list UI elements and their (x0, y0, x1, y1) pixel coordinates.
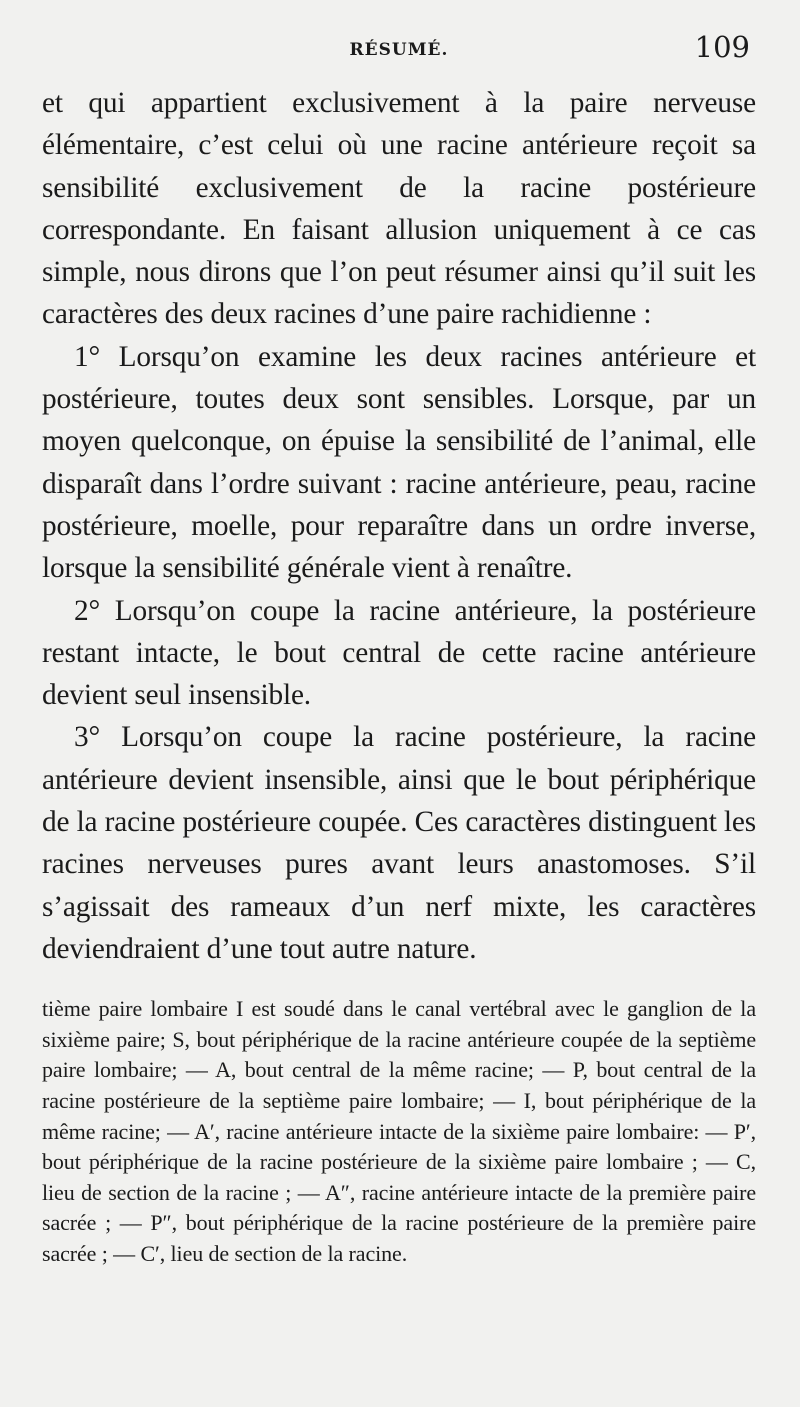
running-head: RÉSUMÉ. (349, 40, 449, 60)
caption-text: tième paire lombaire I est soudé dans le canal vertébral avec le ganglion de la sixième paire; S, bout périphérique de la racine antérieure coupée de la septième paire lombaire; — A, bout central de la même racine; — P, bout central de la racine postérieure de la septième paire lombaire; — I, bout périphérique de la même racine; — A′, racine antérieure intacte de la sixième paire lombaire: — P′, bout périphérique de la racine postérieure de la sixième paire lombaire ; — C, lieu de section de la racine ; — A″, racine antérieure intacte de la première paire sacrée ; — P″, bout périphérique de la racine postérieure de la première paire sacrée ; — C′, lieu de section de la racine. (42, 996, 756, 1266)
paragraph-point-1: 1° Lorsqu’on examine les deux racines antérieure et postérieure, toutes deux sont sensibles. Lorsque, par un moyen quelconque, on épuise la sensibilité de l’animal, elle disparaît dans l’ordre suivant : racine antérieure, peau, racine postérieure, moelle, pour reparaître dans un ordre inverse, lorsque la sensibilité générale vient à renaître. (42, 340, 756, 585)
paragraph-point-3: 3° Lorsqu’on coupe la racine postérieure, la racine antérieure devient insensible, ainsi que le bout périphérique de la racine postérieure coupée. Ces caractères distinguent les racines nerveuses pures avant leurs anastomoses. S’il s’agissait des rameaux d’un nerf mixte, les caractères deviendraient d’une tout autre nature. (42, 721, 756, 965)
page-number: 109 (694, 30, 750, 64)
figure-caption-continuation (42, 994, 756, 1269)
book-page (42, 28, 756, 1270)
paragraph-continuation: et qui appartient exclusivement à la paire nerveuse élémentaire, c’est celui où une racine antérieure reçoit sa sensibilité exclusivement de la racine postérieure correspondante. En faisant allusion uniquement à ce cas simple, nous dirons que l’on peut résumer ainsi qu’il suit les caractères des deux racines d’une paire rachidienne : (42, 87, 756, 331)
paragraph-point-2: 2° Lorsqu’on coupe la racine antérieure, la postérieure restant intacte, le bout central de cette racine antérieure devient seul insensible. (42, 594, 756, 712)
page-header (42, 28, 756, 68)
main-text (42, 82, 756, 970)
